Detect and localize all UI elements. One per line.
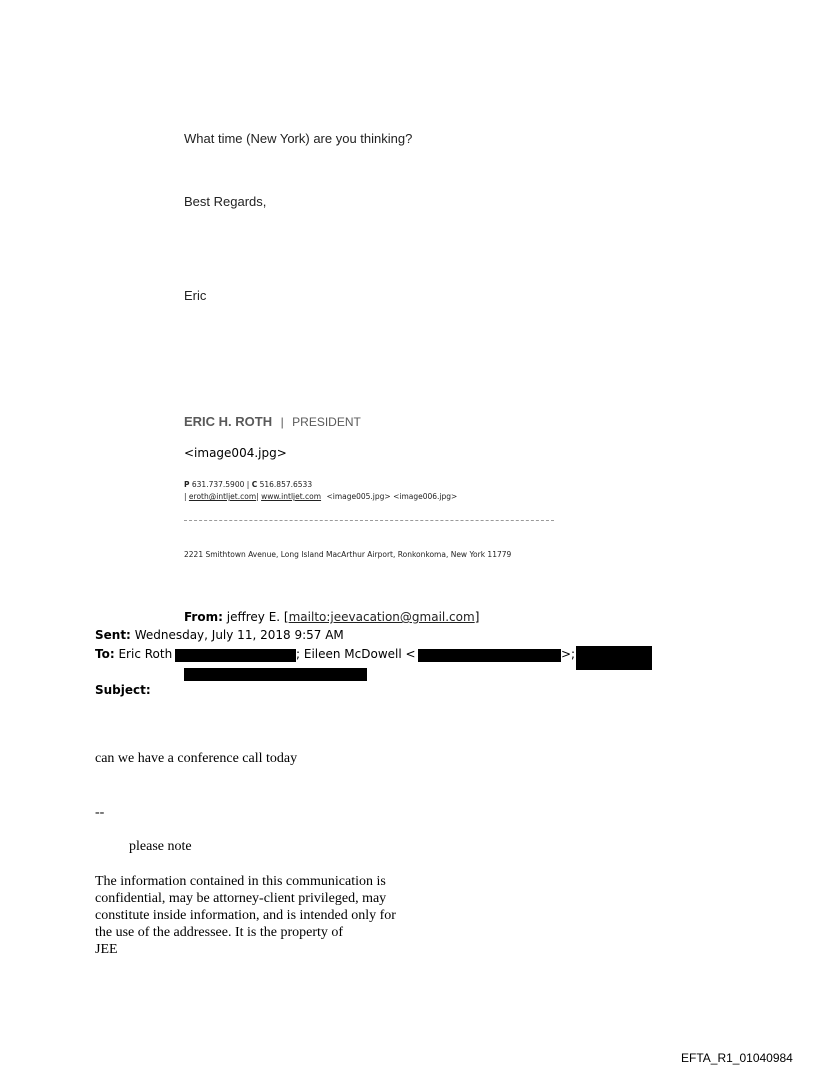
from-name: jeffrey E. — [226, 610, 281, 624]
signature-separator: | — [280, 415, 284, 429]
subject-label: Subject: — [95, 683, 151, 697]
signature-contact-line — [184, 492, 457, 501]
to-name-2-group — [296, 647, 416, 661]
signature-divider — [184, 520, 554, 521]
signature-image-placeholders: <image005.jpg> <image006.jpg> — [326, 492, 458, 501]
header-to-line — [95, 647, 172, 661]
signature-phone-line — [184, 480, 312, 489]
from-bracket-open: [ — [283, 610, 289, 624]
to-separator-1: ; — [296, 647, 301, 661]
from-mailto-link[interactable]: mailto:jeevacation@gmail.com — [288, 610, 475, 624]
signature-title: PRESIDENT — [292, 415, 361, 429]
cell-number: 516.857.6533 — [259, 480, 313, 489]
to-angle-close: >; — [561, 647, 576, 661]
message-body: can we have a conference call today — [95, 751, 298, 766]
disclaimer-line: JEE — [95, 942, 118, 957]
disclaimer-line: The information contained in this communication is — [95, 874, 386, 889]
contact-separator: | — [184, 492, 187, 501]
signature-logo-placeholder: <image004.jpg> — [184, 446, 287, 460]
signature-name: ERIC H. ROTH — [184, 414, 273, 429]
reply-signoff-name: Eric — [184, 288, 207, 303]
redaction-bar — [184, 668, 367, 681]
to-name-1: Eric Roth — [118, 647, 173, 661]
phone-label: P — [184, 480, 190, 489]
header-from-line — [184, 610, 479, 624]
redaction-bar — [175, 649, 296, 662]
signature-email-link[interactable]: eroth@intljet.com — [188, 492, 257, 501]
signature-website-link[interactable]: www.intljet.com — [261, 492, 322, 501]
to-label: To: — [95, 647, 115, 661]
reply-question: What time (New York) are you thinking? — [184, 131, 413, 146]
phone-number: 631.737.5900 — [191, 480, 245, 489]
message-sig-dashes: -- — [95, 805, 105, 820]
from-label: From: — [184, 610, 223, 624]
disclaimer — [95, 873, 396, 958]
note-heading: please note — [129, 839, 192, 854]
contact-separator-2: | — [256, 492, 259, 501]
document-id: EFTA_R1_01040984 — [681, 1051, 793, 1065]
redaction-bar — [418, 649, 561, 662]
signature-heading — [184, 413, 361, 431]
signature-address: 2221 Smithtown Avenue, Long Island MacArthur Airport, Ronkonkoma, New York 11779 — [184, 550, 512, 559]
to-name-2: Eileen McDowell — [303, 647, 402, 661]
header-subject-line — [95, 683, 151, 697]
disclaimer-line: constitute inside information, and is intended only for — [95, 908, 396, 923]
phone-separator: | — [246, 480, 250, 489]
redaction-bar — [576, 646, 652, 670]
sent-value: Wednesday, July 11, 2018 9:57 AM — [134, 628, 344, 642]
disclaimer-line: confidential, may be attorney-client privileged, may — [95, 891, 387, 906]
reply-closing: Best Regards, — [184, 194, 267, 209]
sent-label: Sent: — [95, 628, 131, 642]
to-angle-open: < — [405, 647, 416, 661]
cell-label: C — [251, 480, 258, 489]
header-sent-line — [95, 628, 344, 642]
from-bracket-close: ] — [474, 610, 480, 624]
disclaimer-line: the use of the addressee. It is the property of — [95, 925, 344, 940]
